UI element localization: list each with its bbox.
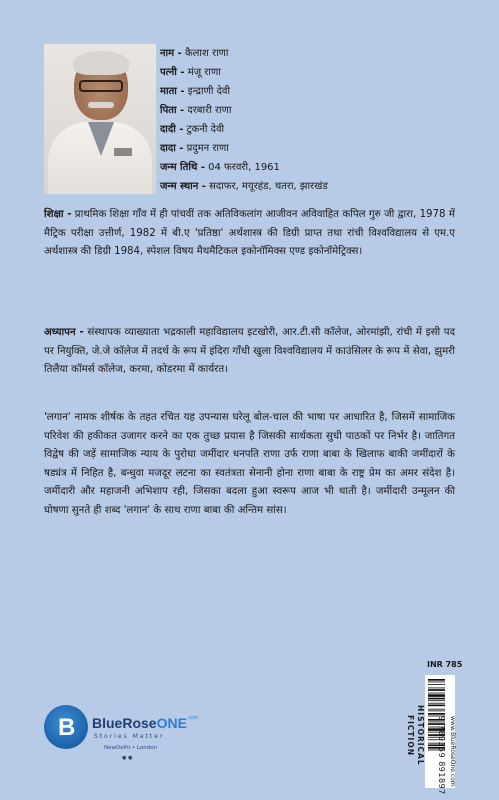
- barcode-bar: [428, 689, 445, 691]
- value-birthdate: 04 फरवरी, 1961: [208, 162, 280, 173]
- publisher-name-b: ONE: [156, 715, 187, 731]
- author-info-list: [160, 44, 328, 196]
- barcode-bar: [428, 679, 445, 681]
- publisher-flags-icon: ● ●: [122, 755, 133, 761]
- photo-badge: [114, 148, 132, 156]
- barcode-bar: [428, 710, 445, 711]
- barcode-bar: [428, 693, 445, 694]
- barcode-bar: [428, 688, 445, 689]
- value-birthplace: सदाफर, मयूरहंड, चतरा, झारखंड: [209, 181, 328, 192]
- info-birthdate: [160, 158, 328, 177]
- logo-letter: B: [58, 714, 76, 741]
- label-birthdate: जन्म तिथि -: [160, 162, 205, 173]
- value-mother: इन्द्राणी देवी: [187, 86, 231, 97]
- barcode-bar: [428, 703, 445, 704]
- education-paragraph: [44, 206, 455, 262]
- publisher-logo-icon: [44, 705, 88, 749]
- author-photo: [44, 44, 156, 194]
- publisher-name-a: BlueRose: [92, 715, 157, 731]
- price-label: INR 785: [427, 660, 463, 669]
- label-mother: माता -: [160, 86, 185, 97]
- teaching-paragraph: [44, 324, 455, 380]
- photo-glasses: [79, 80, 123, 92]
- value-name: कैलाश राणा: [184, 48, 229, 59]
- publisher-website: www.BlueRoseOne.com: [449, 716, 456, 787]
- publisher-cities: NewDelhi • London: [104, 745, 158, 751]
- education-text: प्राथमिक शिक्षा गाँव में ही पांचवीं तक अतिविकलांग आजीवन अविवाहित कपिल गुरु जी द्वारा, 1978 में मैट्रिक परीक्षा उत्तीर्ण, 1982 में बी.ए 'प्रतिष्ठा' अर्थशास्त्र की डिग्री प्राप्त तथा रांची विश्वविद्यालय से एम.ए अर्थशास्त्र की डिग्री 1984, स्पेशल विषय मैथमैटिकल इकोनॉमिक्स एण्ड इकोनॉमेट्रिक्स।: [44, 209, 455, 258]
- barcode-bar: [428, 700, 445, 701]
- value-grandmother: टुकनी देवी: [186, 124, 225, 135]
- value-father: दरबारी राणा: [187, 105, 232, 116]
- barcode-bar: [428, 694, 445, 697]
- barcode-bar: [428, 713, 445, 715]
- label-grandmother: दादी -: [160, 124, 184, 135]
- isbn-number: 9 789359 891897: [437, 716, 446, 795]
- label-name: नाम -: [160, 48, 182, 59]
- photo-hair: [73, 51, 129, 75]
- photo-moustache: [88, 102, 114, 108]
- info-birthplace: [160, 177, 328, 196]
- publisher-name: [92, 715, 198, 731]
- info-wife: [160, 63, 328, 82]
- info-name: [160, 44, 328, 63]
- publisher-name-c: .com: [186, 715, 198, 721]
- teaching-label: अध्यापन -: [44, 327, 84, 338]
- info-grandmother: [160, 120, 328, 139]
- value-grandfather: प्रदुमन राणा: [186, 143, 229, 154]
- publisher-tagline: Stories Matter: [94, 733, 165, 740]
- info-mother: [160, 82, 328, 101]
- barcode-bar: [428, 698, 445, 700]
- value-wife: मंजू राणा: [187, 67, 221, 78]
- teaching-text: संस्थापक व्याख्याता भद्रकाली महाविद्यालय इटखोरी, आर.टी.सी कॉलेज, ओरमांझी, रांची में इसी पद पर नियुक्ति, जे.जे कॉलेज में तदर्थ के रूप में इंदिरा गाँधी खुला विश्वविद्यालय में काउंसिलर के रूप में सेवा, झुमरी तिलैया कॉमर्स कॉलेज, करमा, कोडरमा में कार्यरत।: [44, 327, 455, 376]
- label-grandfather: दादा -: [160, 143, 184, 154]
- label-wife: पत्नी -: [160, 67, 185, 78]
- info-father: [160, 101, 328, 120]
- barcode-bar: [428, 684, 445, 685]
- genre-label: HISTORICAL FICTION: [406, 704, 425, 766]
- info-grandfather: [160, 139, 328, 158]
- summary-paragraph: 'लगान' नामक शीर्षक के तहत रचित यह उपन्यास घरेलू बोल-चाल की भाषा पर आधारित है, जिसमें सामाजिक परिवेश की हकीकत उजागर करने का एक तुच्छ प्रयास है जिसकी सार्थकता सुधी पाठकों पर निर्भर है। जातिगत विद्वेष की जड़ें सामाजिक न्याय के पुरोधा जमींदार धनपति राणा उर्फ राणा बाबा के खिलाफ बाकी जमींदारों के षड्यंत्र में निहित है, बन्धुवा मजदूर लटना का स्वतंत्रता सेनानी होना राणा बाबा के राष्ट्र प्रेम का अमर संदेश है। जमींदारी और महाजनी अभिशाप रही, जिसका बदला हुआ स्वरूप आज भी थाती है। जमींदारी उन्मूलन की घोषणा सुनते ही शब्द 'लगान' के साथ राणा बाबा की अन्तिम सांस।: [44, 412, 455, 516]
- barcode-bar: [428, 709, 445, 710]
- label-father: पिता -: [160, 105, 185, 116]
- barcode-bar: [428, 682, 445, 683]
- label-birthplace: जन्म स्थान -: [160, 181, 206, 192]
- barcode-bar: [428, 705, 445, 707]
- education-label: शिक्षा -: [44, 209, 72, 220]
